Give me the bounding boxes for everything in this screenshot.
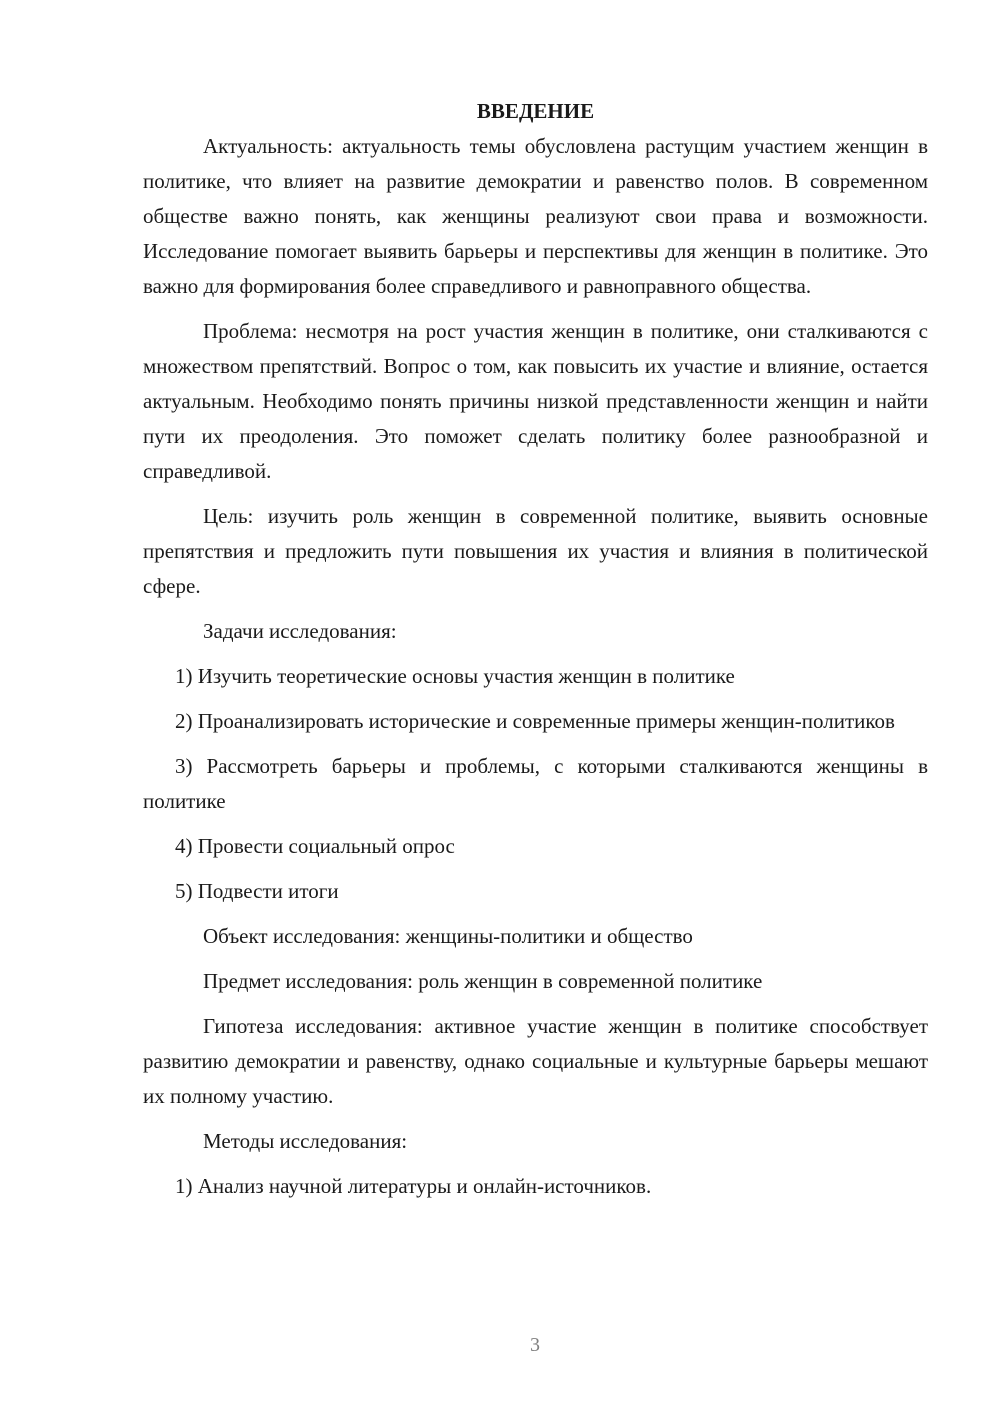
subject-paragraph: Предмет исследования: роль женщин в современной политике — [203, 969, 763, 993]
goal-paragraph: Цель: изучить роль женщин в современной политике, выявить основные препятствия и предложить пути повышения их участия и влияния в политической сфере. — [143, 504, 928, 598]
page-number: 3 — [530, 1334, 540, 1356]
problem-paragraph: Проблема: несмотря на рост участия женщин в политике, они сталкиваются с множеством препятствий. Вопрос о том, как повысить их участие и влияние, остается актуальным. Необходимо понять причины низкой представленности женщин и найти пути их преодоления. Это поможет сделать политику более разнообразной и справедливой. — [143, 319, 928, 483]
hypothesis-paragraph: Гипотеза исследования: активное участие женщин в политике способствует развитию демократии и равенству, однако социальные и культурные барьеры мешают их полному участию. — [143, 1014, 928, 1108]
methods-heading: Методы исследования: — [203, 1129, 408, 1153]
task-item: 1) Изучить теоретические основы участия женщин в политике — [175, 664, 735, 688]
method-item: 1) Анализ научной литературы и онлайн-источников. — [175, 1174, 652, 1198]
document-page — [143, 94, 928, 1204]
object-paragraph: Объект исследования: женщины-политики и общество — [203, 924, 693, 948]
task-item: 4) Провести социальный опрос — [175, 834, 455, 858]
relevance-paragraph: Актуальность: актуальность темы обусловлена растущим участием женщин в политике, что влияет на развитие демократии и равенство полов. В современном обществе важно понять, как женщины реализуют свои права и возможности. Исследование помогает выявить барьеры и перспективы для женщин в политике. Это важно для формирования более справедливого и равноправного общества. — [143, 134, 928, 298]
task-item: 2) Проанализировать исторические и современные примеры женщин-политиков — [175, 709, 895, 733]
task-item: 5) Подвести итоги — [175, 879, 339, 903]
tasks-heading: Задачи исследования: — [203, 619, 397, 643]
section-title: ВВЕДЕНИЕ — [476, 99, 595, 123]
task-item: 3) Рассмотреть барьеры и проблемы, с которыми сталкиваются женщины в политике — [143, 754, 928, 813]
